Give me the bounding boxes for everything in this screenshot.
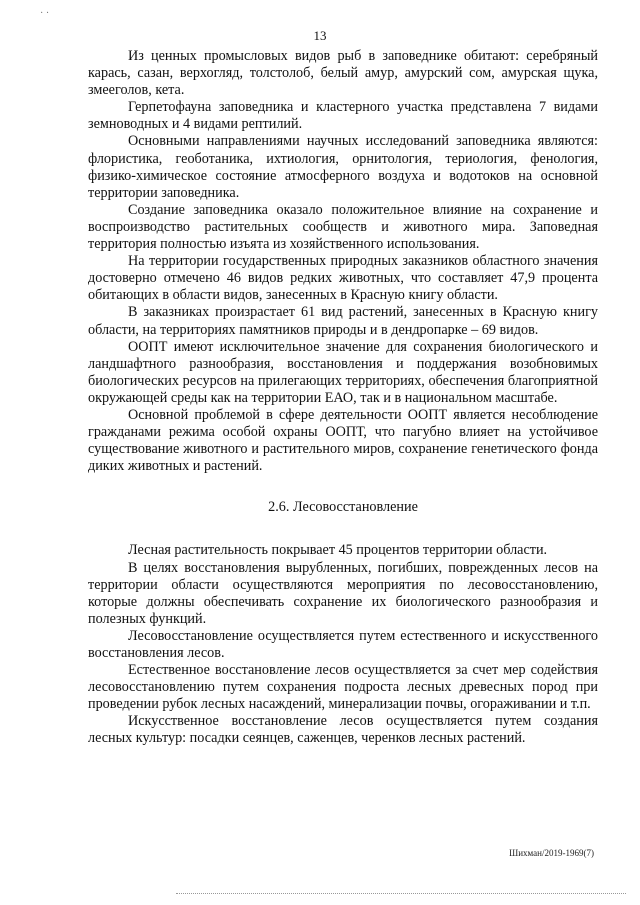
paragraph-reforestation-methods: Лесовосстановление осуществляется путем естественного и искусственного восстановления лесов. (88, 627, 598, 661)
paragraph-rare-animals: На территории государственных природных заказников областного значения достоверно отмечено 46 видов редких животных, что составляет 47,9 процента обитающих в области видов, занесенных в Красную книгу области. (88, 253, 598, 304)
paragraph-artificial-regeneration: Искусственное восстановление лесов осуществляется путем создания лесных культур: посадки сеянцев, саженцев, черенков лесных растений. (88, 713, 598, 747)
section-heading: 2.6. Лесовосстановление (268, 499, 418, 516)
paragraph-fish-species: Из ценных промысловых видов рыб в заповеднике обитают: серебряный карась, сазан, верхогляд, толстолоб, белый амур, амурский сом, амурская щука, змееголов, кета. (88, 48, 598, 99)
page-number: 13 (313, 28, 327, 43)
scan-corner-marks: · · (40, 8, 50, 19)
paragraph-reserve-impact: Создание заповедника оказало положительное влияние на сохранение и воспроизводство растительных сообществ и животного мира. Заповедная территория полностью изъята из хозяйственного использования. (88, 201, 598, 253)
paragraph-oopt-problem: Основной проблемой в сфере деятельности ООПТ является несоблюдение гражданами режима особой охраны ООПТ, что пагубно влияет на устойчивое существование животного и растительного миров, сохранение генетического фонда диких животных и растений. (88, 406, 598, 475)
document-body (88, 48, 598, 748)
paragraph-herpetofauna: Герпетофауна заповедника и кластерного участка представлена 7 видами земноводных и 4 видами рептилий. (88, 99, 598, 133)
paragraph-reforestation-measures: В целях восстановления вырубленных, погибших, поврежденных лесов на территории области осуществляются мероприятия по лесовосстановлению, которые должны обеспечивать сохранение их биологического разнообразия и полезных функций. (88, 559, 598, 627)
paragraph-natural-regeneration: Естественное восстановление лесов осуществляется за счет мер содействия лесовосстановлению путем сохранения подроста лесных древесных пород при проведении рубок лесных насаждений, минерализации почвы, огораживании и т.п. (88, 662, 598, 713)
scan-bottom-line (176, 893, 626, 894)
footer-document-code: Шихман/2019-1969(7) (509, 848, 594, 858)
paragraph-forest-cover: Лесная растительность покрывает 45 процентов территории области. (128, 542, 548, 559)
paragraph-research-directions: Основными направлениями научных исследований заповедника являются: флористика, геоботаника, ихтиология, орнитология, териология, фенология, физико-химическое состояние атмосферного воздуха и водотоков на основной территории заповедника. (88, 133, 598, 201)
paragraph-rare-plants: В заказниках произрастает 61 вид растений, занесенных в Красную книгу области, на территориях памятников природы и в дендропарке – 69 видов. (88, 304, 598, 338)
paragraph-oopt-importance: ООПТ имеют исключительное значение для сохранения биологического и ландшафтного разнообразия, восстановления и поддержания возобновимых биологических ресурсов на прилегающих территориях, обеспечения благоприятной окружающей среды как на территории ЕАО, так и в национальном масштабе. (88, 338, 598, 406)
